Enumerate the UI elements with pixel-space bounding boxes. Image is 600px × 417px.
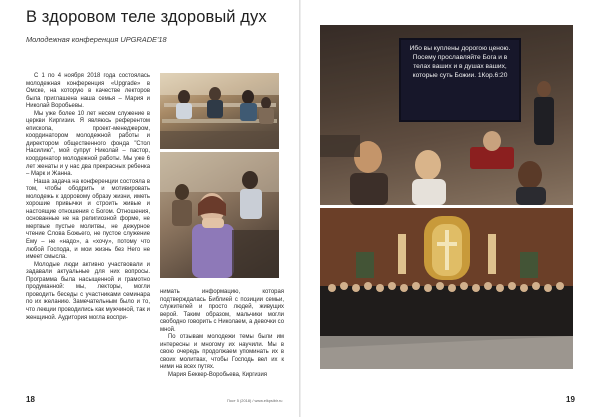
page-gutter — [299, 0, 301, 417]
paragraph: Наша задача на конференции состояла в том, чтобы ободрить и мотивировать молодежь к здоровому образу жизни, иметь хорошие привычки и строить живые и настоящие отношения с Богом. Отношения, основанные не на религиозной форме, не мертвые пустые молитвы, не дежурное чтение Слова Божьего, не пустое служение Ему – не «надо», а «хочу», потому что любой Господа, и мои жизнь без Него не имеет смысла. — [26, 178, 150, 261]
photo-young-woman-scene — [160, 152, 279, 278]
article-column-1 — [26, 73, 150, 322]
scripture-slide-text: Ибо вы куплены дорогою ценою. Посему прославляйте Бога и в телах ваших и в душах ваших, которые суть Божии. 1Кор.6:20 — [409, 45, 511, 80]
photo-group-altar — [320, 208, 573, 369]
photo-lecture-hall — [160, 73, 279, 149]
photo-group-altar-scene — [320, 208, 573, 369]
projection-screen — [399, 38, 521, 122]
paragraph: По отзывам молодежи темы были им интересны и многому их научили. Мы в свою очередь продолжаем упоминать их в своих молитвах, чтобы Господь вел их к ними на всех путях. — [160, 334, 284, 371]
page-number-right: 19 — [566, 395, 575, 404]
paragraph: нимать информацию, которая подтверждалась Библией с позиции семьи, служителей и просто людей, живущих верой. Таким образом, мальчики могли свободно говорить с Николаем, а девочки со мной. — [160, 289, 284, 333]
article-title: В здоровом теле здоровый дух — [26, 8, 267, 26]
page-number-left: 18 — [26, 395, 35, 404]
photo-lecture-hall-scene — [160, 73, 279, 149]
author-signature: Мария Беккер-Воробьева, Киргизия — [168, 372, 268, 379]
paragraph: Молодые люди активно участвовали и задавали актуальные для них вопросы. Программа была насыщенной и грамотно продуманной: мы, лекторы, могли проводить беседы с участниками семинара по их желанию. Замечательным было и то, что лекции проводились как мужчиной, так и женщиной. Аудитория могла воспри- — [26, 261, 150, 321]
paragraph: Мы уже более 10 лет несем служение в церкви Киргизии. Я являюсь референтом епископа, проект-менеджером, координатором молодежной работы и директором общественного фонда "Стол Насилию", мой супруг Николай – пастор, координатор молодежной работы. Мы уже 6 лет женаты и у нас два прекрасных ребенка – Марк и Жанна. — [26, 110, 150, 178]
article-column-2 — [160, 289, 284, 380]
photo-presentation — [320, 25, 573, 205]
paragraph: С 1 по 4 ноября 2018 года состоялась молодежная конференция «Upgrade» в Омске, на которую в качестве лекторов была приглашена наша семья – Мария и Николай Воробьевы. — [26, 73, 150, 110]
photo-young-woman — [160, 152, 279, 278]
article-subtitle: Молодежная конференция UPGRADE'18 — [26, 35, 167, 44]
magazine-footer: Пост 5 (2018) / www.elkpsibir.ru — [227, 398, 283, 403]
